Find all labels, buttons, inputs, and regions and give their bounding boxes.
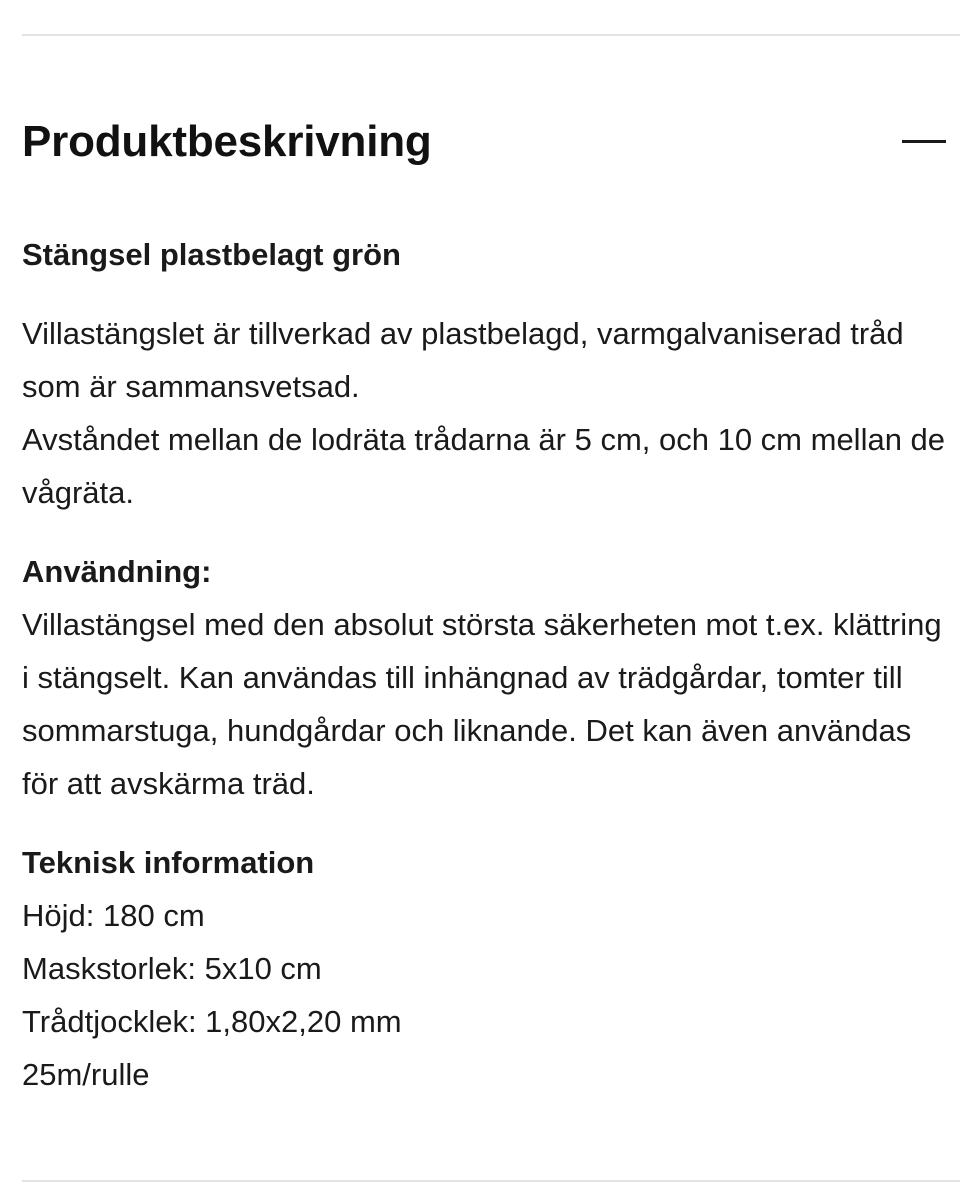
spec-wire-thickness: Trådtjocklek: 1,80x2,20 mm (22, 1004, 402, 1039)
minus-icon[interactable] (902, 128, 946, 156)
product-heading: Stängsel plastbelagt grön (22, 237, 401, 272)
accordion-title: Produktbeskrivning (22, 117, 432, 166)
spec-height: Höjd: 180 cm (22, 898, 205, 933)
technical-heading: Teknisk information (22, 845, 315, 880)
usage-section (22, 545, 947, 810)
technical-section (22, 836, 947, 1101)
accordion-header-product-description[interactable] (22, 110, 946, 174)
product-description-content (22, 228, 947, 1127)
usage-text: Villastängsel med den absolut största säkerheten mot t.ex. klättring i stängselt. Kan användas till inhängnad av trädgårdar, tomter till sommarstuga, hundgårdar och liknande. Det kan även användas för att avskärma träd. (22, 607, 942, 801)
bottom-divider (22, 1180, 960, 1182)
spec-roll-length: 25m/rulle (22, 1057, 150, 1092)
usage-heading: Användning: (22, 554, 212, 589)
top-divider (22, 34, 960, 36)
spec-mesh-size: Maskstorlek: 5x10 cm (22, 951, 322, 986)
description-line: Villastängslet är tillverkad av plastbelagd, varmgalvaniserad tråd som är sammansvetsad. (22, 316, 904, 404)
description-line: Avståndet mellan de lodräta trådarna är 5 cm, och 10 cm mellan de vågräta. (22, 422, 946, 510)
product-description (22, 307, 947, 519)
